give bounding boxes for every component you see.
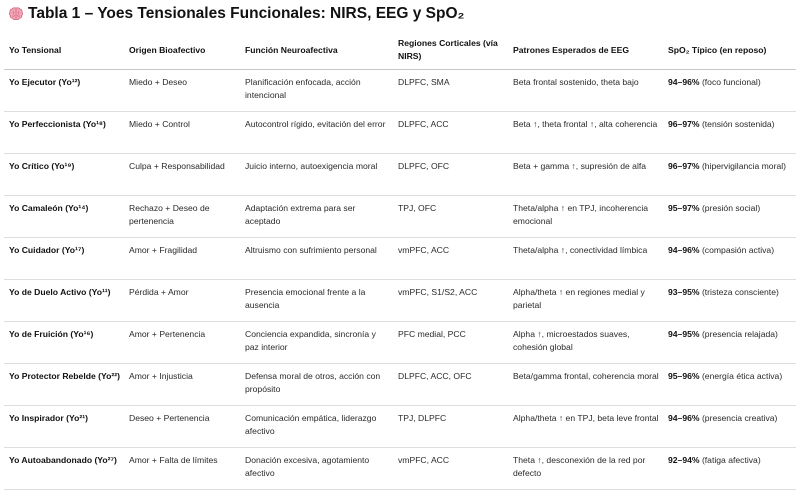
spo2-value: 96–97% [668, 161, 700, 171]
cell-yo: Yo Protector Rebelde (Yo²²) [4, 364, 124, 406]
cell-origen: Amor + Falta de límites [124, 448, 240, 490]
cell-spo2 [663, 70, 796, 112]
page-title [8, 3, 464, 25]
table-row [4, 448, 796, 490]
spo2-value: 94–95% [668, 329, 700, 339]
cell-spo2 [663, 364, 796, 406]
yoes-table [4, 31, 796, 490]
cell-yo: Yo Crítico (Yo¹⁹) [4, 154, 124, 196]
cell-yo: Yo de Fruición (Yo¹⁶) [4, 322, 124, 364]
cell-funcion: Autocontrol rígido, evitación del error [240, 112, 393, 154]
cell-regiones: vmPFC, ACC [393, 448, 508, 490]
table-header-row [4, 31, 796, 70]
header-yo-tensional: Yo Tensional [4, 31, 124, 70]
spo2-note: (presencia creativa) [701, 413, 778, 423]
cell-yo: Yo Camaleón (Yo¹⁴) [4, 196, 124, 238]
cell-origen: Miedo + Control [124, 112, 240, 154]
table-row [4, 364, 796, 406]
table-row [4, 154, 796, 196]
spo2-note: (compasión activa) [701, 245, 775, 255]
cell-spo2 [663, 112, 796, 154]
cell-regiones: DLPFC, ACC [393, 112, 508, 154]
spo2-value: 94–96% [668, 413, 700, 423]
cell-funcion: Comunicación empática, liderazgo afectivo [240, 406, 393, 448]
cell-yo: Yo Inspirador (Yo²¹) [4, 406, 124, 448]
brain-icon [8, 6, 24, 22]
cell-origen: Miedo + Deseo [124, 70, 240, 112]
spo2-value: 93–95% [668, 287, 700, 297]
cell-eeg: Beta frontal sostenido, theta bajo [508, 70, 663, 112]
cell-spo2 [663, 238, 796, 280]
table-row [4, 238, 796, 280]
cell-yo: Yo Ejecutor (Yo¹²) [4, 70, 124, 112]
cell-eeg: Theta ↑, desconexión de la red por defecto [508, 448, 663, 490]
cell-spo2 [663, 322, 796, 364]
header-regiones-corticales: Regiones Corticales (vía NIRS) [393, 31, 508, 70]
spo2-note: (foco funcional) [701, 77, 761, 87]
cell-spo2 [663, 448, 796, 490]
spo2-note: (presión social) [701, 203, 761, 213]
cell-funcion: Defensa moral de otros, acción con propósito [240, 364, 393, 406]
table-row [4, 280, 796, 322]
cell-yo: Yo de Duelo Activo (Yo¹¹) [4, 280, 124, 322]
table-row [4, 112, 796, 154]
cell-funcion: Planificación enfocada, acción intencional [240, 70, 393, 112]
spo2-value: 94–96% [668, 245, 700, 255]
cell-funcion: Presencia emocional frente a la ausencia [240, 280, 393, 322]
cell-eeg: Theta/alpha ↑ en TPJ, incoherencia emocional [508, 196, 663, 238]
table-row [4, 406, 796, 448]
cell-eeg: Alpha/theta ↑ en regiones medial y parietal [508, 280, 663, 322]
table-row [4, 322, 796, 364]
table-row [4, 196, 796, 238]
spo2-note: (hipervigilancia moral) [701, 161, 786, 171]
header-spo2: SpO₂ Típico (en reposo) [663, 31, 796, 70]
header-origen-bioafectivo: Origen Bioafectivo [124, 31, 240, 70]
spo2-value: 95–96% [668, 371, 700, 381]
cell-yo: Yo Perfeccionista (Yo¹⁸) [4, 112, 124, 154]
cell-funcion: Donación excesiva, agotamiento afectivo [240, 448, 393, 490]
table-row [4, 70, 796, 112]
spo2-note: (tristeza consciente) [701, 287, 779, 297]
cell-eeg: Alpha/theta ↑ en TPJ, beta leve frontal [508, 406, 663, 448]
spo2-note: (presencia relajada) [701, 329, 778, 339]
cell-funcion: Conciencia expandida, sincronía y paz interior [240, 322, 393, 364]
spo2-note: (fatiga afectiva) [701, 455, 761, 465]
cell-funcion: Juicio interno, autoexigencia moral [240, 154, 393, 196]
cell-spo2 [663, 406, 796, 448]
cell-regiones: DLPFC, ACC, OFC [393, 364, 508, 406]
cell-regiones: TPJ, OFC [393, 196, 508, 238]
cell-regiones: PFC medial, PCC [393, 322, 508, 364]
cell-eeg: Alpha ↑, microestados suaves, cohesión global [508, 322, 663, 364]
spo2-value: 95–97% [668, 203, 700, 213]
cell-spo2 [663, 196, 796, 238]
header-funcion-neuroafectiva: Función Neuroafectiva [240, 31, 393, 70]
spo2-value: 96–97% [668, 119, 700, 129]
cell-origen: Amor + Injusticia [124, 364, 240, 406]
spo2-value: 92–94% [668, 455, 700, 465]
cell-spo2 [663, 154, 796, 196]
cell-regiones: DLPFC, OFC [393, 154, 508, 196]
page-title-text: Tabla 1 – Yoes Tensionales Funcionales: NIRS, EEG y SpO₂ [28, 5, 465, 22]
cell-regiones: vmPFC, S1/S2, ACC [393, 280, 508, 322]
cell-eeg: Theta/alpha ↑, conectividad límbica [508, 238, 663, 280]
spo2-note: (tensión sostenida) [701, 119, 775, 129]
header-patrones-eeg: Patrones Esperados de EEG [508, 31, 663, 70]
cell-regiones: vmPFC, ACC [393, 238, 508, 280]
cell-origen: Culpa + Responsabilidad [124, 154, 240, 196]
cell-origen: Rechazo + Deseo de pertenencia [124, 196, 240, 238]
cell-eeg: Beta ↑, theta frontal ↑, alta coherencia [508, 112, 663, 154]
spo2-value: 94–96% [668, 77, 700, 87]
cell-funcion: Altruismo con sufrimiento personal [240, 238, 393, 280]
cell-funcion: Adaptación extrema para ser aceptado [240, 196, 393, 238]
cell-yo: Yo Autoabandonado (Yo²⁷) [4, 448, 124, 490]
cell-origen: Amor + Fragilidad [124, 238, 240, 280]
cell-origen: Deseo + Pertenencia [124, 406, 240, 448]
cell-regiones: TPJ, DLPFC [393, 406, 508, 448]
cell-eeg: Beta/gamma frontal, coherencia moral [508, 364, 663, 406]
cell-origen: Amor + Pertenencia [124, 322, 240, 364]
cell-spo2 [663, 280, 796, 322]
cell-regiones: DLPFC, SMA [393, 70, 508, 112]
cell-yo: Yo Cuidador (Yo¹⁷) [4, 238, 124, 280]
spo2-note: (energía ética activa) [701, 371, 783, 381]
cell-eeg: Beta + gamma ↑, supresión de alfa [508, 154, 663, 196]
cell-origen: Pérdida + Amor [124, 280, 240, 322]
